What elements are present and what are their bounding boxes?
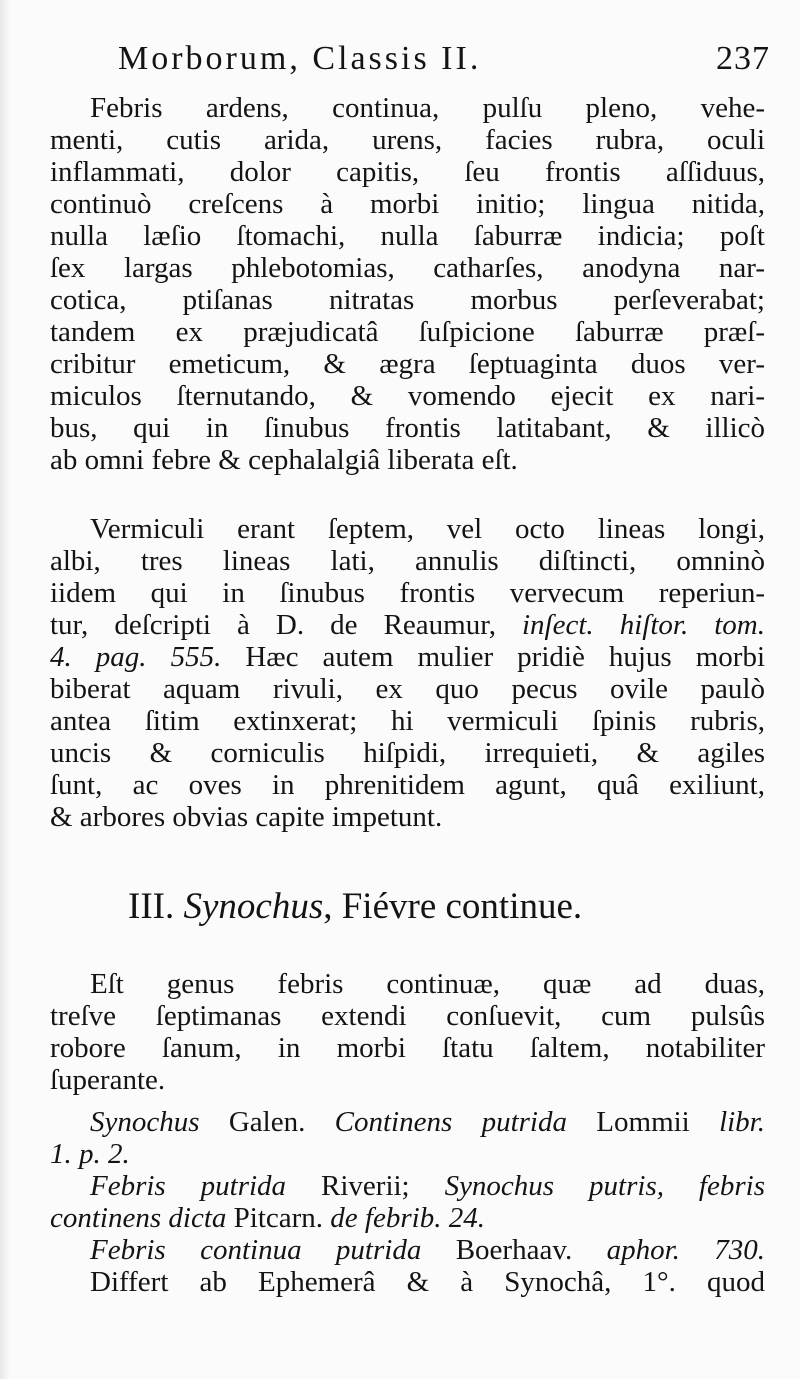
- synonym-author: Lommii: [566, 1106, 720, 1138]
- running-title: Morborum, Classis II.: [118, 40, 482, 77]
- text-line: uncis & corniculis hiſpidi, irrequieti, & agiles: [50, 737, 765, 769]
- text-line: cribitur emeticum, & ægra ſeptuaginta duos ver-: [50, 348, 765, 380]
- synonym-name: Febris putrida: [90, 1170, 287, 1202]
- synonym-entry: [50, 1170, 765, 1202]
- text-line: cotica, ptiſanas nitratas morbus perſeverabat;: [50, 284, 765, 316]
- synonym-ref: de febrib. 24.: [330, 1202, 485, 1234]
- section-heading: [128, 885, 582, 928]
- section-title-french: , Fiévre continue.: [323, 886, 583, 927]
- synonym-entry: [50, 1234, 765, 1266]
- synonym-author: Boerhaav.: [421, 1234, 607, 1266]
- synonym-entry: [50, 1106, 765, 1138]
- text-line: miculos ſternutando, & vomendo ejecit ex nari-: [50, 380, 765, 412]
- text-line: treſve ſeptimanas extendi conſuevit, cum pulsûs: [50, 1000, 765, 1032]
- synonym-author: Pitcarn.: [226, 1202, 331, 1234]
- synonym-ref: aphor. 730.: [606, 1234, 765, 1266]
- text-line: antea ſitim extinxerat; hi vermiculi ſpinis rubris,: [50, 705, 765, 737]
- text-line: ſex largas phlebotomias, catharſes, anodyna nar-: [50, 252, 765, 284]
- synonym-ref: libr.: [719, 1106, 765, 1138]
- text-line: & arbores obvias capite impetunt.: [50, 801, 443, 833]
- paragraph-2: [50, 513, 765, 833]
- text-line: robore ſanum, in morbi ſtatu ſaltem, notabiliter: [50, 1032, 765, 1064]
- running-header: [118, 40, 770, 90]
- text-line: Differt ab Ephemerâ & à Synochâ, 1°. quod: [90, 1266, 765, 1298]
- text-line: Vermiculi erant ſeptem, vel octo lineas longi,: [90, 513, 765, 545]
- text-line: albi, tres lineas lati, annulis diſtincti, omninò: [50, 545, 765, 577]
- text-line: continuò creſcens à morbi initio; lingua nitida,: [50, 188, 765, 220]
- text-line: ſunt, ac oves in phrenitidem agunt, quâ exiliunt,: [50, 769, 765, 801]
- text-line: Febris ardens, continua, pulſu pleno, vehe-: [90, 92, 765, 124]
- text-run: Hæc autem mulier pridiè hujus morbi: [221, 641, 765, 673]
- section-title-latin: Synochus: [183, 886, 324, 927]
- text-line: [50, 609, 765, 641]
- text-line: Eſt genus febris continuæ, quæ ad duas,: [90, 968, 765, 1000]
- text-line: inflammati, dolor capitis, ſeu frontis aſſiduus,: [50, 156, 765, 188]
- page-number: 237: [716, 40, 770, 77]
- section-numeral: III.: [128, 886, 184, 927]
- synonym-entry-continued: [50, 1202, 765, 1234]
- synonym-ref: 1. p. 2.: [50, 1138, 130, 1170]
- citation-italic: 4. pag. 555.: [50, 641, 222, 673]
- text-line: biberat aquam rivuli, ex quo pecus ovile paulò: [50, 673, 765, 705]
- text-run: tur, deſcripti à D. de Reaumur,: [50, 609, 522, 641]
- text-line: iidem qui in ſinubus frontis vervecum reperiun-: [50, 577, 765, 609]
- synonym-name: Continens putrida: [334, 1106, 567, 1138]
- text-line: bus, qui in ſinubus frontis latitabant, & illicò: [50, 412, 765, 444]
- synonym-list: [50, 1106, 765, 1298]
- synonym-entry-continued: [50, 1138, 765, 1170]
- text-line: nulla læſio ſtomachi, nulla ſaburræ indicia; poſt: [50, 220, 765, 252]
- text-line: ſuperante.: [50, 1064, 166, 1096]
- citation-italic: inſect. hiſtor. tom.: [522, 609, 765, 641]
- synonym-name: Synochus putris, febris: [444, 1170, 765, 1202]
- text-line: [50, 641, 765, 673]
- synonym-author: Riverii;: [286, 1170, 445, 1202]
- page-edge-shadow: [0, 0, 10, 1379]
- text-line: ab omni febre & cephalalgiâ liberata eſt.: [50, 444, 518, 476]
- paragraph-3: [50, 968, 765, 1096]
- synonym-name: Febris continua putrida: [90, 1234, 422, 1266]
- paragraph-1: [50, 92, 765, 476]
- text-line: menti, cutis arida, urens, facies rubra, oculi: [50, 124, 765, 156]
- synonym-name: Synochus: [90, 1106, 200, 1138]
- synonym-name: continens dicta: [50, 1202, 227, 1234]
- synonym-author: Galen.: [199, 1106, 335, 1138]
- text-line: tandem ex præjudicatâ ſuſpicione ſaburræ præſ-: [50, 316, 765, 348]
